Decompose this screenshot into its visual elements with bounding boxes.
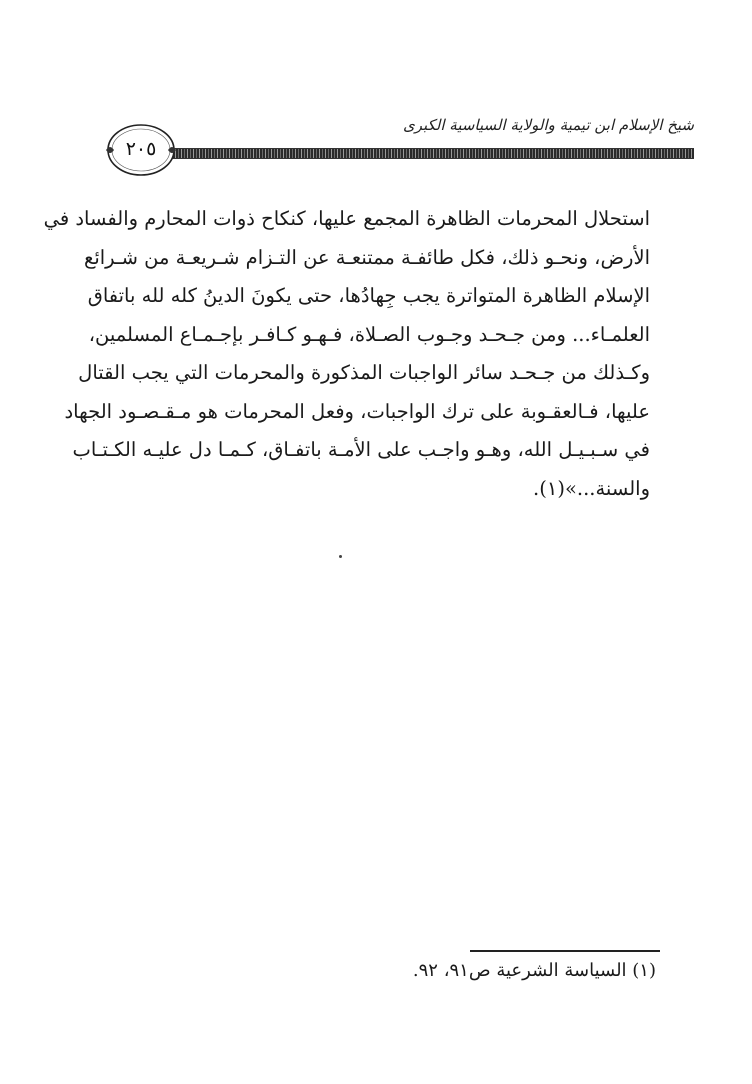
text-line: الإسلام الظاهرة المتواترة يجب جِهادُها، حتى يكونَ الدينُ كله لله باتفاق xyxy=(87,284,650,307)
header-rule xyxy=(170,148,694,159)
page-number-badge xyxy=(104,122,178,178)
text-line: الأرض، ونحـو ذلك، فكل طائفـة ممتنعـة عن التـزام شـريعـة من شـرائع xyxy=(83,245,650,269)
running-header-title: شيخ الإسلام ابن تيمية والولاية السياسية الكبرى xyxy=(402,116,694,134)
footnote-rule xyxy=(470,950,660,952)
text-line: العلمـاء... ومن جـحـد وجـوب الصـلاة، فـهـو كـافـر بإجـمـاع المسلمين، xyxy=(88,322,650,346)
text-line: والسنة...»(١). xyxy=(533,476,650,500)
footnote: (١) السياسة الشرعية ص٩١، ٩٢. xyxy=(412,960,656,981)
text-line: عليها، فـالعقـوبة على ترك الواجبات، وفعل المحرمات هو مـقـصـود الجهاد xyxy=(64,399,650,423)
text-line: وكـذلك من جـحـد سائر الواجبات المذكورة والمحرمات التي يجب القتال xyxy=(78,361,650,384)
text-line: في سـبـيـل الله، وهـو واجـب على الأمـة باتفـاق، كـمـا دل عليـه الكـتـاب xyxy=(72,438,650,461)
stray-dot xyxy=(339,555,342,558)
body-paragraph xyxy=(43,200,650,508)
text-line: استحلال المحرمات الظاهرة المجمع عليها، كنكاح ذوات المحارم والفساد في xyxy=(43,207,650,230)
page-number: ٢٠٥ xyxy=(125,138,157,160)
